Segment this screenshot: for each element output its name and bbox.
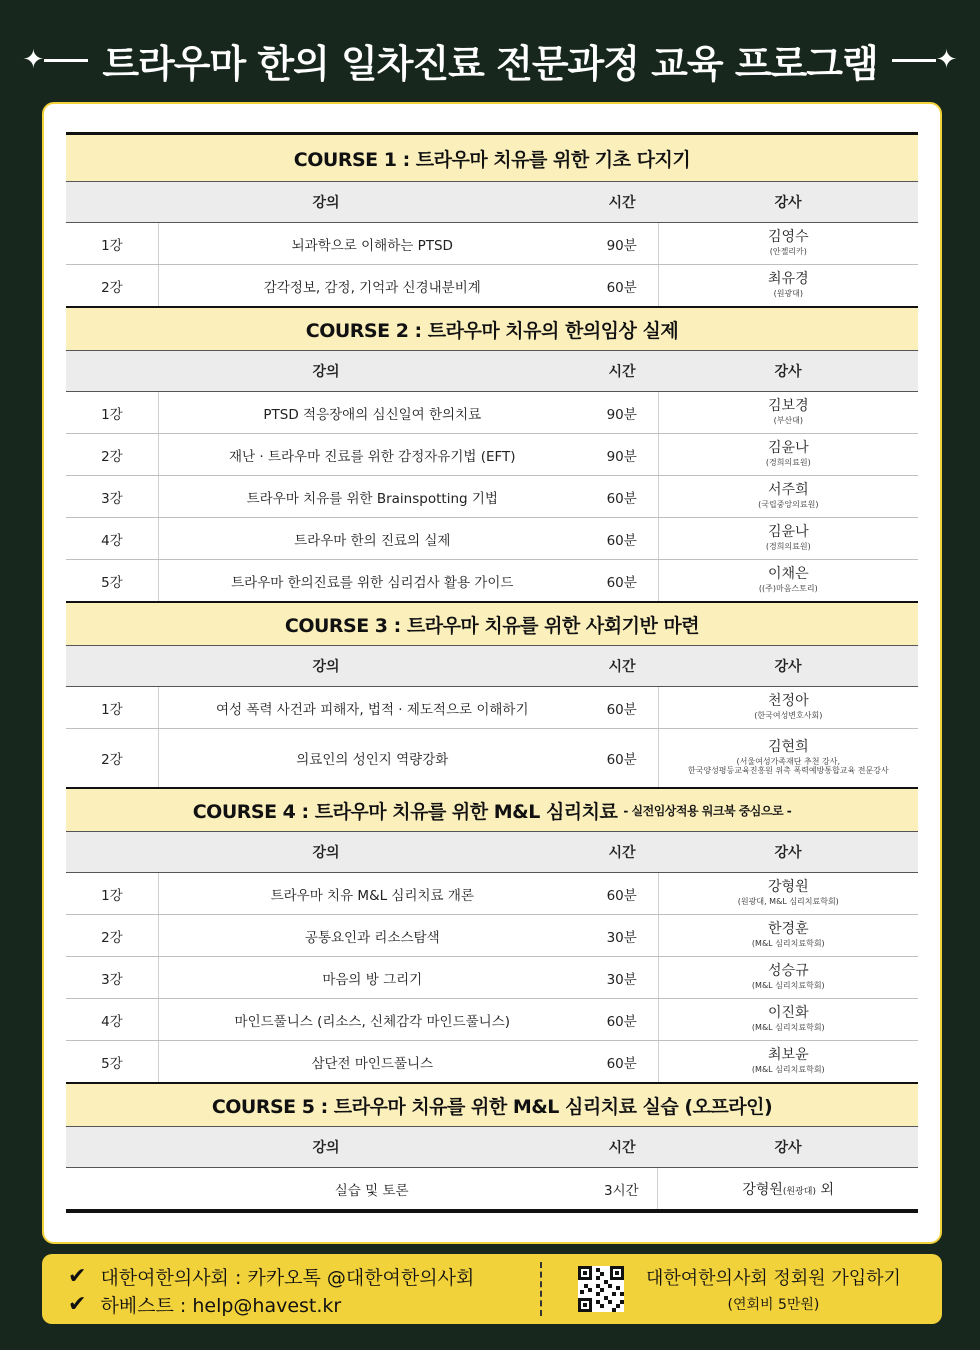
lecturer-column-header: 강사: [774, 195, 802, 211]
lesson-number: 3강: [66, 476, 159, 517]
check-icon: ✔: [68, 1291, 87, 1317]
lecturer: [659, 560, 918, 601]
join-section[interactable]: [542, 1254, 942, 1324]
lesson-title: 트라우마 치유 M&L 심리치료 개론: [270, 887, 474, 904]
table-row: [66, 687, 918, 728]
table-row: [66, 433, 918, 475]
lecturer: [659, 223, 918, 264]
lesson-title: 삼단전 마인드풀니스: [311, 1055, 434, 1072]
lecturer-affiliation: ((주)마음스토리): [758, 584, 818, 594]
lecturer-name: 김보경: [768, 398, 809, 415]
join-label: 대한여한의사회 정회원 가입하기: [646, 1268, 901, 1289]
lecturer: [659, 476, 918, 517]
column-header-row: [66, 645, 918, 687]
lecturer-affiliation: (원광대): [782, 1186, 816, 1197]
lesson-time: 60분: [586, 729, 659, 787]
left-decoration: [23, 47, 89, 73]
footer-banner: [42, 1254, 942, 1324]
lesson-title: 공통요인과 리소스탐색: [304, 929, 440, 946]
lesson-number: 5강: [66, 560, 159, 601]
lesson-time: 30분: [586, 915, 659, 956]
column-header-row: [66, 181, 918, 223]
title-bar: [0, 28, 980, 92]
lesson-time: 60분: [586, 873, 659, 914]
time-column-header: 시간: [608, 195, 636, 211]
lecturer: [659, 434, 918, 475]
lesson-time: 60분: [586, 518, 659, 559]
lecturer-name: 성승규: [768, 963, 809, 980]
lesson-time: 60분: [586, 1041, 659, 1082]
lecturer-affiliation: (서울여성가족재단 추천 강사,: [736, 756, 841, 766]
kakao-contact-text: 대한여한의사회 : 카카오톡 @대한여한의사회: [100, 1266, 475, 1289]
lecturer: [658, 1168, 918, 1209]
lesson-title: 여성 폭력 사건과 피해자, 법적 · 제도적으로 이해하기: [216, 701, 529, 718]
lesson-number: 2강: [66, 915, 159, 956]
course-subtitle: - 실전임상적용 워크북 중심으로 -: [623, 803, 792, 818]
lecturer-affiliation-2: 한국양성평등교육진흥원 위촉 폭력예방통합교육 전문강사: [687, 766, 889, 776]
table-row: [66, 517, 918, 559]
course-title: COURSE 2 : 트라우마 치유의 한의임상 실제: [305, 319, 679, 342]
lecturer-affiliation: (M&L 심리치료학회): [751, 939, 825, 949]
time-column-header: 시간: [608, 364, 636, 380]
lesson-title: 뇌과학으로 이해하는 PTSD: [291, 237, 453, 254]
lecturer-column-header: 강사: [774, 1140, 802, 1156]
lesson-time: 90분: [586, 223, 659, 264]
lecturer: [659, 999, 918, 1040]
lesson-number: 2강: [66, 729, 159, 787]
lecturer-affiliation: (M&L 심리치료학회): [751, 1065, 825, 1075]
lecturer-name: 김윤나: [768, 524, 809, 541]
lecturer: [659, 265, 918, 306]
lecturer-affiliation: (원광대): [773, 289, 804, 299]
lesson-time: 60분: [586, 687, 659, 728]
lecturer-affiliation: (경희의료원): [765, 458, 811, 468]
table-row: [66, 559, 918, 601]
table-row: [66, 475, 918, 517]
lecturer-column-header: 강사: [774, 364, 802, 380]
table-row: [66, 956, 918, 998]
course-title: COURSE 1 : 트라우마 치유를 위한 기초 다지기: [293, 148, 691, 171]
lecture-column-header: 강의: [312, 195, 340, 211]
table-row: [66, 998, 918, 1040]
lecturer: [659, 729, 918, 787]
lecturer: [659, 687, 918, 728]
column-header-row: [66, 831, 918, 873]
course-title: COURSE 4 : 트라우마 치유를 위한 M&L 심리치료: [192, 800, 618, 823]
lesson-time: 60분: [586, 476, 659, 517]
join-fee: (연회비 5만원): [727, 1297, 820, 1313]
course-3-header: [66, 601, 918, 645]
lecture-column-header: 강의: [312, 1140, 340, 1156]
sparkle-icon: ✦: [22, 45, 45, 75]
sparkle-icon: ✦: [935, 45, 958, 75]
lecturer-affiliation: (한국여성변호사회): [754, 711, 823, 721]
program-panel: [42, 102, 942, 1244]
column-header-row: [66, 1126, 918, 1168]
lesson-title: 마인드풀니스 (리소스, 신체감각 마인드풀니스): [234, 1013, 511, 1030]
time-column-header: 시간: [608, 659, 636, 675]
table-row: [66, 873, 918, 914]
table-row: [66, 1040, 918, 1082]
lesson-title: 트라우마 한의진료를 위한 심리검사 활용 가이드: [231, 574, 514, 591]
lesson-time: 90분: [586, 434, 659, 475]
lesson-number: 4강: [66, 518, 159, 559]
course-title: COURSE 5 : 트라우마 치유를 위한 M&L 심리치료 실습 (오프라인): [211, 1095, 773, 1118]
lesson-number: 1강: [66, 223, 159, 264]
lesson-number: 2강: [66, 265, 159, 306]
lesson-time: 60분: [586, 560, 659, 601]
lecturer-affiliation: (M&L 심리치료학회): [751, 981, 825, 991]
lecturer: [659, 915, 918, 956]
lecturer-affiliation: (경희의료원): [765, 542, 811, 552]
lesson-number: 1강: [66, 392, 159, 433]
lesson-time: 30분: [586, 957, 659, 998]
lesson-title: 실습 및 토론: [334, 1182, 409, 1199]
table-row: [66, 728, 918, 787]
lecturer-name: 김현희: [768, 739, 809, 756]
lesson-title: 감각정보, 감정, 기억과 신경내분비계: [263, 279, 481, 296]
lecturer-affiliation: (안젤리카): [769, 247, 807, 257]
lesson-time: 3시간: [585, 1168, 658, 1209]
lecturer-name: 강형원: [742, 1181, 783, 1198]
lecturer-name: 서주희: [768, 482, 809, 499]
lecture-column-header: 강의: [312, 845, 340, 861]
lesson-number: 4강: [66, 999, 159, 1040]
lesson-number: 1강: [66, 873, 159, 914]
column-header-row: [66, 350, 918, 392]
lecturer-column-header: 강사: [774, 845, 802, 861]
time-column-header: 시간: [608, 845, 636, 861]
course-5-header: [66, 1082, 918, 1126]
lesson-time: 60분: [586, 999, 659, 1040]
lecturer-suffix: 외: [820, 1181, 834, 1198]
lecture-column-header: 강의: [312, 659, 340, 675]
contact-info: [42, 1254, 540, 1324]
lesson-number: 1강: [66, 687, 159, 728]
table-row: [66, 392, 918, 433]
lesson-number: 2강: [66, 434, 159, 475]
lecturer-name: 이채은: [768, 566, 809, 583]
lesson-title: 트라우마 치유를 위한 Brainspotting 기법: [246, 490, 498, 507]
lesson-number: [66, 1168, 158, 1209]
table-row: [66, 1168, 918, 1209]
lecture-column-header: 강의: [312, 364, 340, 380]
course-2-header: [66, 306, 918, 350]
kakao-contact[interactable]: [68, 1262, 540, 1290]
lecturer: [659, 518, 918, 559]
lecturer: [659, 957, 918, 998]
lecturer-name: 이진화: [768, 1005, 809, 1022]
table-row: [66, 914, 918, 956]
lecturer-affiliation: (국립중앙의료원): [758, 500, 819, 510]
email-contact-text: 하베스트 : help@havest.kr: [100, 1294, 342, 1317]
lesson-number: 3강: [66, 957, 159, 998]
lesson-title: 재난 · 트라우마 진료를 위한 감정자유기법 (EFT): [228, 448, 516, 465]
lesson-title: 마음의 방 그리기: [322, 971, 423, 988]
lecturer-name: 한경훈: [768, 921, 809, 938]
lesson-title: PTSD 적응장애의 심신일여 한의치료: [263, 406, 482, 423]
lecturer-affiliation: (원광대, M&L 심리치료학회): [737, 897, 839, 907]
lecturer-name: 김영수: [768, 229, 809, 246]
lecturer: [659, 873, 918, 914]
table-row: [66, 264, 918, 306]
lecturer-name: 김윤나: [768, 440, 809, 457]
lecturer-name: 최보윤: [768, 1047, 809, 1064]
right-decoration: [892, 47, 958, 73]
email-contact[interactable]: [68, 1290, 540, 1318]
time-column-header: 시간: [608, 1140, 636, 1156]
course-4-header: [66, 787, 918, 831]
lecturer-affiliation: (부산대): [773, 416, 804, 426]
lesson-title: 트라우마 한의 진료의 실제: [294, 532, 451, 549]
qr-code-icon[interactable]: [578, 1266, 624, 1312]
program-table: [66, 132, 918, 1213]
lesson-time: 90분: [586, 392, 659, 433]
lecturer-affiliation: (M&L 심리치료학회): [751, 1023, 825, 1033]
lesson-title: 의료인의 성인지 역량강화: [296, 752, 449, 768]
lecturer-name: 천정아: [768, 693, 809, 710]
lecturer-name: 최유경: [768, 271, 809, 288]
page-title: 트라우마 한의 일차진료 전문과정 교육 프로그램: [102, 41, 878, 86]
lecturer-column-header: 강사: [774, 659, 802, 675]
lecturer-name: 강형원: [768, 879, 809, 896]
check-icon: ✔: [68, 1263, 87, 1289]
lecturer: [659, 392, 918, 433]
lesson-time: 60분: [586, 265, 659, 306]
course-title: COURSE 3 : 트라우마 치유를 위한 사회기반 마련: [284, 614, 700, 637]
lesson-number: 5강: [66, 1041, 159, 1082]
course-1-header: [66, 135, 918, 181]
lecturer: [659, 1041, 918, 1082]
table-row: [66, 223, 918, 264]
